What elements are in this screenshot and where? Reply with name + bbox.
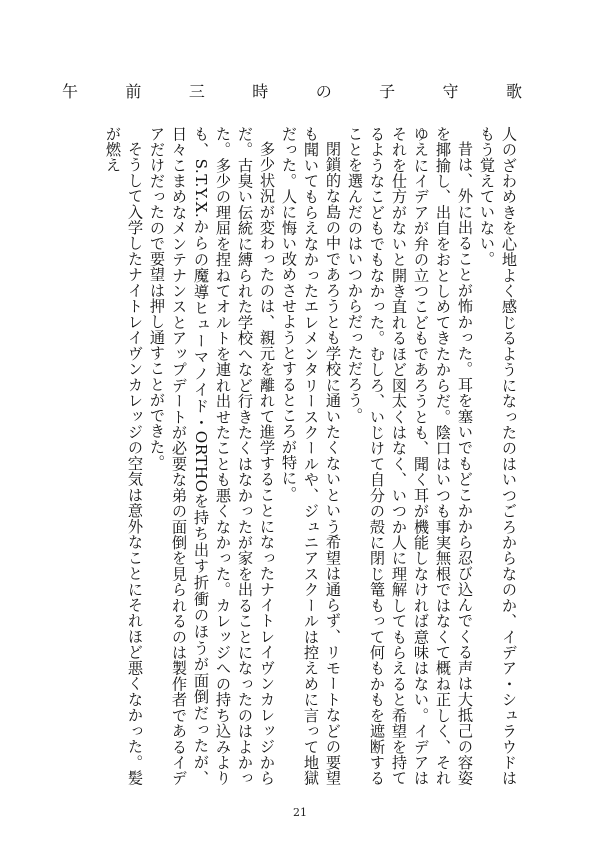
- title-char: の: [315, 82, 332, 101]
- title-char: 三: [188, 82, 205, 101]
- paragraph: 閉鎖的な島の中であろうとも学校に通いたくないという希望は通らず、リモートなどの要望も聞いてもらえなかったエレメンタリースクールや、ジュニアスクールは控えめに言って地獄だった。人に悔い改めさせようとするところが特に。: [280, 126, 342, 786]
- paragraph: 多少状況が変わったのは、親元を離れて進学することになったナイトレイヴンカレッジからだ。古臭い伝統に縛られた学校へなど行きたくはなかったが家を出ることになったのはよかった。多少の理屈を捏ねてオルトを連れ出せたことも悪くなかった。カレッジへの持ち込みよりも、S.T.Y.X.からの魔導ヒューマノイド・ORTHOを持ち出す折衝のほうが面倒だったが、日々こまめなメンテナンスとアップデートが必要な弟の面倒を見られるのは製作者であるイデアだけだったので要望は押し通すことができた。: [148, 126, 276, 786]
- paragraph: そうして入学したナイトレイヴンカレッジの空気は意外なことにそれほど悪くなかった。髪が燃え: [104, 126, 144, 786]
- title-char: 子: [379, 82, 396, 101]
- running-title: [62, 80, 522, 104]
- title-char: 前: [125, 82, 142, 101]
- paragraph: 人のざわめきを心地よく感じるようになったのはいつごろからなのか、イデア・シュラウドはもう覚えていない。: [478, 126, 518, 786]
- title-char: 守: [442, 82, 459, 101]
- title-char: 時: [252, 82, 269, 101]
- title-char: 午: [62, 82, 79, 101]
- vertical-body-text: [80, 126, 520, 786]
- paragraph: 昔は、外に出ることが怖かった。耳を塞いでもどこかから忍び込んでくる声は大抵己の容姿を揶揄し、出自をおとしめてきたからだ。陰口はいつも事実無根ではなくて概ね正しく、それゆえにイデアが弁の立つこどもであろうとも、聞く耳が機能しなければ意味はない。イデアはそれを仕方がないと開き直れるほど図太くはなく、いつか人に理解してもらえると希望を持てるようなこどもでもなかった。むしろ、いじけて自分の殻に閉じ篭もって何もかもを遮断することを選んだのはいつからだっただろう。: [346, 126, 474, 786]
- page-number: 21: [293, 806, 307, 819]
- title-char: 歌: [505, 82, 522, 101]
